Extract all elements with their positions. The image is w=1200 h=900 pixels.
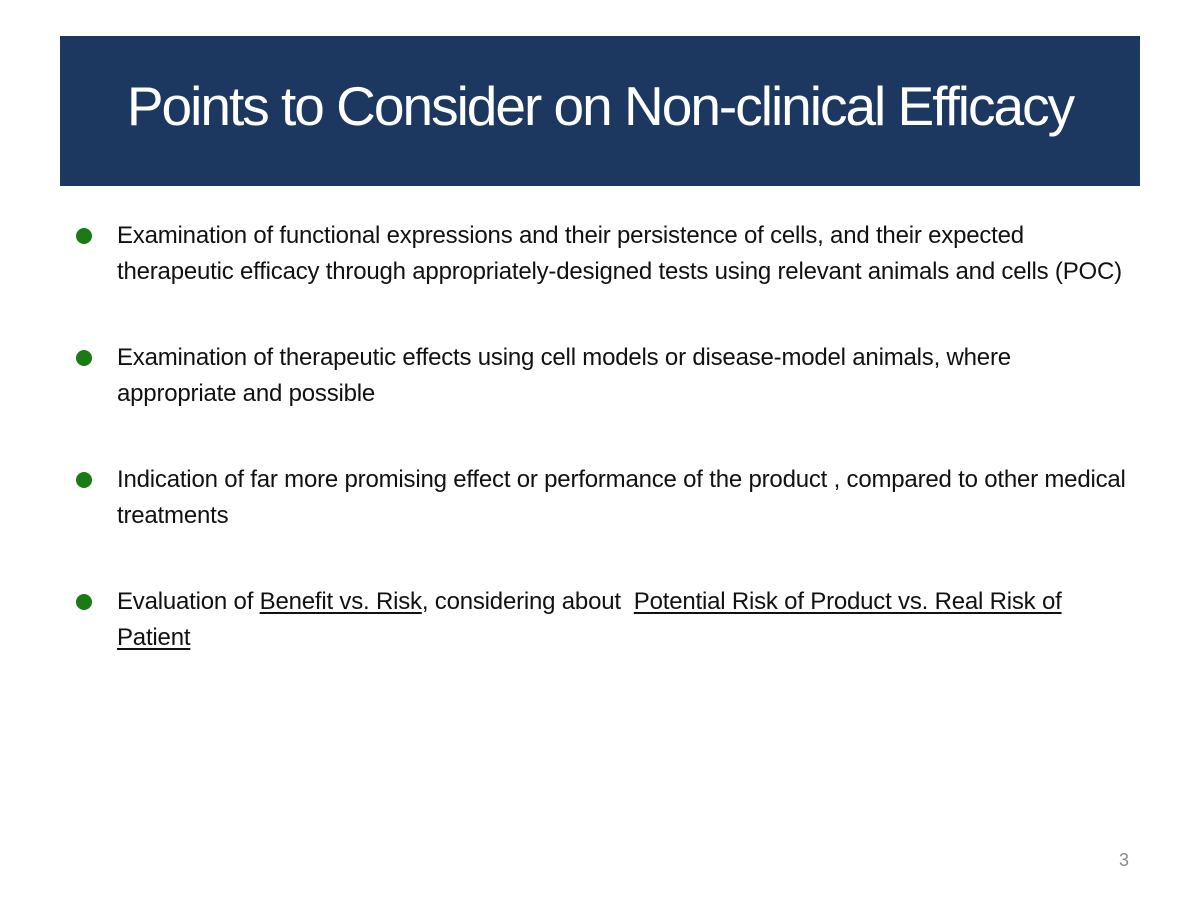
bullet-text-4-part1: Evaluation of	[117, 588, 260, 615]
bullet-dot-icon	[76, 594, 92, 610]
bullet-text-4-part2: , considering about	[421, 588, 634, 615]
bullet-item-2	[74, 340, 1134, 412]
bullet-text-1: Examination of functional expressions and their persistence of cells, and their expected therapeutic efficacy through appropriately-designed tests using relevant animals and cells (POC)	[117, 222, 1122, 285]
bullet-dot-icon	[76, 350, 92, 366]
page-number: 3	[1118, 850, 1129, 870]
bullet-item-4	[74, 584, 1134, 656]
bullet-text-3: Indication of far more promising effect or performance of the product , compared to other medical treatments	[117, 466, 1126, 529]
bullet-dot-icon	[76, 228, 92, 244]
benefit-vs-risk-underlined: Benefit vs. Risk	[259, 588, 422, 615]
slide-title: Points to Consider on Non-clinical Efficacy	[126, 75, 1074, 137]
bullet-text-2: Examination of therapeutic effects using cell models or disease-model animals, where appropriate and possible	[117, 344, 1011, 407]
bullet-list	[74, 218, 1134, 656]
slide-title-bar	[60, 36, 1140, 186]
bullet-item-3	[74, 462, 1134, 534]
potential-risk-underlined: Potential Risk of Product vs. Real Risk of Patient	[117, 588, 1062, 651]
bullet-dot-icon	[76, 472, 92, 488]
bullet-item-1	[74, 218, 1134, 290]
